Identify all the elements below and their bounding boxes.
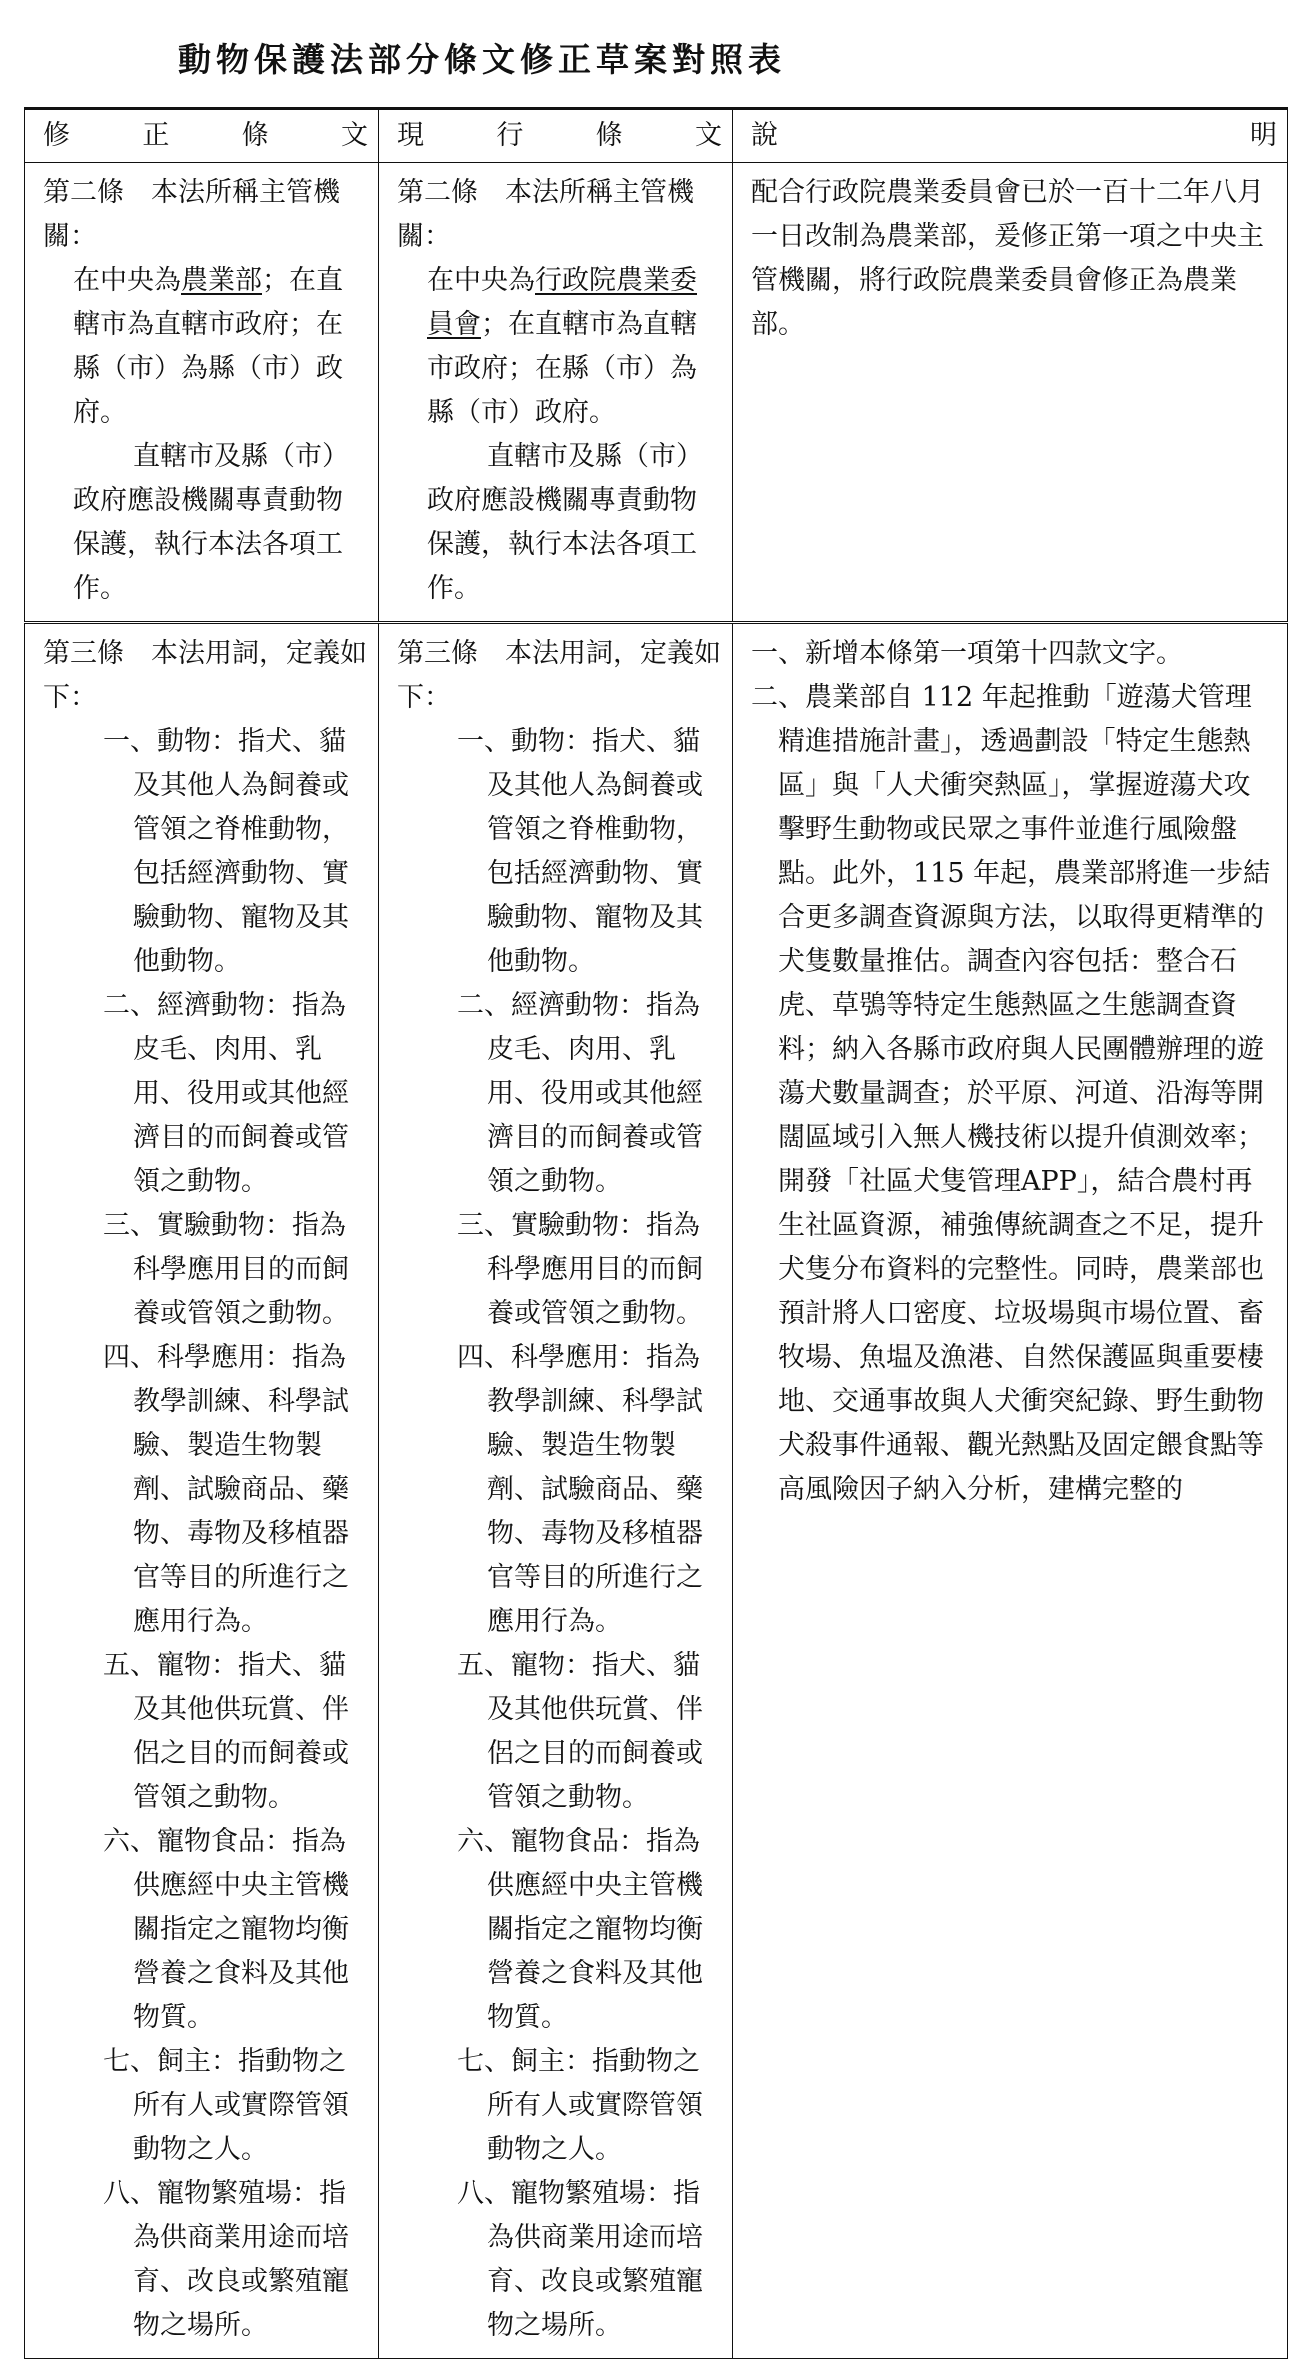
- header-current: [379, 109, 733, 163]
- art2-explanation: 配合行政院農業委員會已於一百十二年八月一日改制為農業部，爰修正第一項之中央主管機關，將行政院農業委員會修正為農業部。: [751, 177, 1264, 340]
- text-fragment: 在中央為: [73, 265, 181, 296]
- art3-explanation-cell: [733, 623, 1288, 2359]
- header-char: 正: [142, 120, 170, 151]
- list-item: 五、寵物：指犬、貓及其他供玩賞、伴侶之目的而飼養或管領之動物。: [103, 1650, 349, 1813]
- header-char: 明: [1250, 120, 1277, 151]
- art2-current-head: 第二條 本法所稱主管機關：: [397, 177, 694, 252]
- list-item: 八、寵物繁殖場：指為供商業用途而培育、改良或繁殖寵物之場所。: [103, 2178, 349, 2341]
- art3-amended-head: 第三條 本法用詞，定義如下：: [43, 638, 367, 713]
- header-char: 修: [43, 120, 70, 151]
- art2-amended-para1: [43, 259, 368, 435]
- table-header-row: [25, 109, 1288, 163]
- art3-current-head: 第三條 本法用詞，定義如下：: [397, 638, 721, 713]
- list-item: 四、科學應用：指為教學訓練、科學試驗、製造生物製劑、試驗商品、藥物、毒物及移植器官等目的所進行之應用行為。: [103, 1342, 349, 1637]
- header-char: 行: [496, 120, 524, 151]
- art2-amended-head: 第二條 本法所稱主管機關：: [43, 177, 340, 252]
- text-fragment: ；在直轄市為直轄市政府；在縣（市）為縣（市）政府。: [73, 265, 343, 428]
- art2-amended-cell: [25, 163, 379, 623]
- comparison-table: [24, 107, 1288, 2359]
- list-item: 三、實驗動物：指為科學應用目的而飼養或管領之動物。: [457, 1210, 703, 1329]
- text-fragment: ；在直轄市為直轄市政府；在縣（市）為縣（市）政府。: [427, 309, 697, 428]
- art3-current-cell: [379, 623, 733, 2359]
- art3-amended-cell: [25, 623, 379, 2359]
- art3-amended-items: [43, 720, 368, 2348]
- header-char: 說: [751, 120, 778, 151]
- list-item: 七、飼主：指動物之所有人或實際管領動物之人。: [457, 2046, 703, 2165]
- list-item: 三、實驗動物：指為科學應用目的而飼養或管領之動物。: [103, 1210, 349, 1329]
- text-fragment: 在中央為: [427, 265, 535, 296]
- explanation-item: 一、新增本條第一項第十四款文字。: [751, 638, 1183, 669]
- list-item: 六、寵物食品：指為供應經中央主管機關指定之寵物均衡營養之食料及其他物質。: [457, 1826, 703, 2033]
- header-amended: [25, 109, 379, 163]
- header-char: 文: [694, 120, 722, 151]
- list-item: 四、科學應用：指為教學訓練、科學試驗、製造生物製劑、試驗商品、藥物、毒物及移植器官等目的所進行之應用行為。: [457, 1342, 703, 1637]
- list-item: 二、經濟動物：指為皮毛、肉用、乳用、役用或其他經濟目的而飼養或管領之動物。: [103, 990, 349, 1197]
- art2-current-para2: 直轄市及縣（市）政府應設機關專責動物保護，執行本法各項工作。: [427, 441, 703, 604]
- list-item: 七、飼主：指動物之所有人或實際管領動物之人。: [103, 2046, 349, 2165]
- list-item: 六、寵物食品：指為供應經中央主管機關指定之寵物均衡營養之食料及其他物質。: [103, 1826, 349, 2033]
- header-char: 現: [397, 120, 424, 151]
- art2-current-cell: [379, 163, 733, 623]
- art2-amended-para2: 直轄市及縣（市）政府應設機關專責動物保護，執行本法各項工作。: [73, 441, 349, 604]
- underlined-amendment: 農業部: [181, 265, 262, 296]
- art2-current-para1: [397, 259, 722, 435]
- table-row-article-3: [25, 623, 1288, 2359]
- list-item: 五、寵物：指犬、貓及其他供玩賞、伴侶之目的而飼養或管領之動物。: [457, 1650, 703, 1813]
- list-item: 二、經濟動物：指為皮毛、肉用、乳用、役用或其他經濟目的而飼養或管領之動物。: [457, 990, 703, 1197]
- table-row-article-2: [25, 163, 1288, 623]
- list-item: 八、寵物繁殖場：指為供商業用途而培育、改良或繁殖寵物之場所。: [457, 2178, 703, 2341]
- list-item: 一、動物：指犬、貓及其他人為飼養或管領之脊椎動物，包括經濟動物、實驗動物、寵物及其他動物。: [103, 726, 349, 977]
- list-item: 一、動物：指犬、貓及其他人為飼養或管領之脊椎動物，包括經濟動物、實驗動物、寵物及其他動物。: [457, 726, 703, 977]
- header-explanation: [733, 109, 1288, 163]
- header-char: 文: [340, 120, 368, 151]
- art2-explanation-cell: [733, 163, 1288, 623]
- header-char: 條: [241, 120, 269, 151]
- page-title: 動物保護法部分條文修正草案對照表: [178, 40, 786, 79]
- art3-current-items: [397, 720, 722, 2348]
- underlined-original: 行政院農業委員會: [427, 265, 697, 340]
- explanation-item: 二、農業部自 112 年起推動「遊蕩犬管理精進措施計畫」，透過劃設「特定生態熱區」與「人犬衝突熱區」，掌握遊蕩犬攻擊野生動物或民眾之事件並進行風險盤點。此外，115 年起，農業部將進一步結合更多調查資源與方法，以取得更精準的犬隻數量推估。調查內容包括：整合石虎、草鴞等特定生態熱區之生態調查資料；納入各縣市政府與人民團體辦理的遊蕩犬數量調查；於平原、河道、沿海等開闊區域引入無人機技術以提升偵測效率；開發「社區犬隻管理APP」，結合農村再生社區資源，補強傳統調查之不足，提升犬隻分布資料的完整性。同時，農業部也預計將人口密度、垃圾場與市場位置、畜牧場、魚塭及漁港、自然保護區與重要棲地、交通事故與人犬衝突紀錄、野生動物犬殺事件通報、觀光熱點及固定餵食點等高風險因子納入分析，建構完整的: [751, 682, 1271, 1505]
- header-char: 條: [595, 120, 623, 151]
